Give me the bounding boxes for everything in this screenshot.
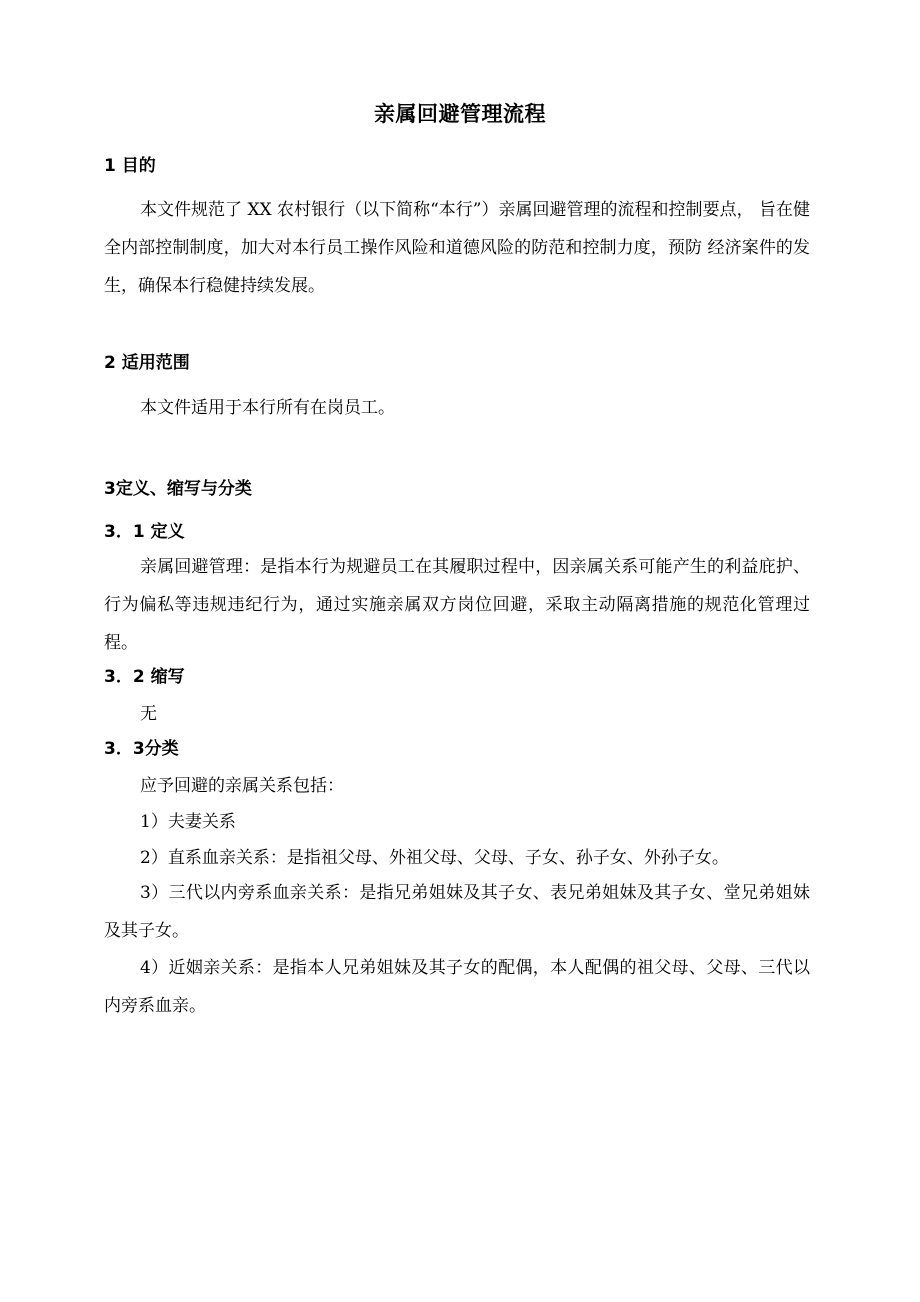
section-1-heading: 1 目的 (104, 156, 156, 176)
section-3-3-heading: 3．3分类 (104, 739, 179, 759)
section-3-2-heading: 3．2 缩写 (104, 667, 185, 687)
list-item-1: 1）夫妻关系 (140, 812, 236, 832)
section-2-body: 本文件适用于本行所有在岗员工。 (140, 398, 395, 418)
section-1-body: 本文件规范了 XX 农村银行（以下简称“本行”）亲属回避管理的流程和控制要点， 旨在健全内部控制制度，加大对本行员工操作风险和道德风险的防范和控制力度，预防 经济案件的发生，确保本行稳健持续发展。 (104, 200, 810, 296)
document-title: 亲属回避管理流程 (374, 102, 546, 126)
section-3-1-heading: 3．1 定义 (104, 522, 185, 542)
section-3-2-body: 无 (140, 704, 157, 724)
list-item-2: 2）直系血亲关系：是指祖父母、外祖父母、父母、子女、孙子女、外孙子女。 (140, 848, 729, 868)
list-item-4: 4）近姻亲关系：是指本人兄弟姐妹及其子女的配偶，本人配偶的祖父母、父母、三代以内旁系血亲。 (104, 958, 810, 1016)
section-3-heading: 3定义、缩写与分类 (104, 479, 252, 499)
section-2-heading: 2 适用范围 (104, 353, 190, 373)
list-item-3: 3）三代以内旁系血亲关系：是指兄弟姐妹及其子女、表兄弟姐妹及其子女、堂兄弟姐妹及其子女。 (104, 883, 810, 941)
section-3-1-body: 亲属回避管理：是指本行为规避员工在其履职过程中，因亲属关系可能产生的利益庇护、行为偏私等违规违纪行为，通过实施亲属双方岗位回避，采取主动隔离措施的规范化管理过程。 (104, 557, 810, 653)
section-3-3-intro: 应予回避的亲属关系包括： (140, 776, 344, 796)
